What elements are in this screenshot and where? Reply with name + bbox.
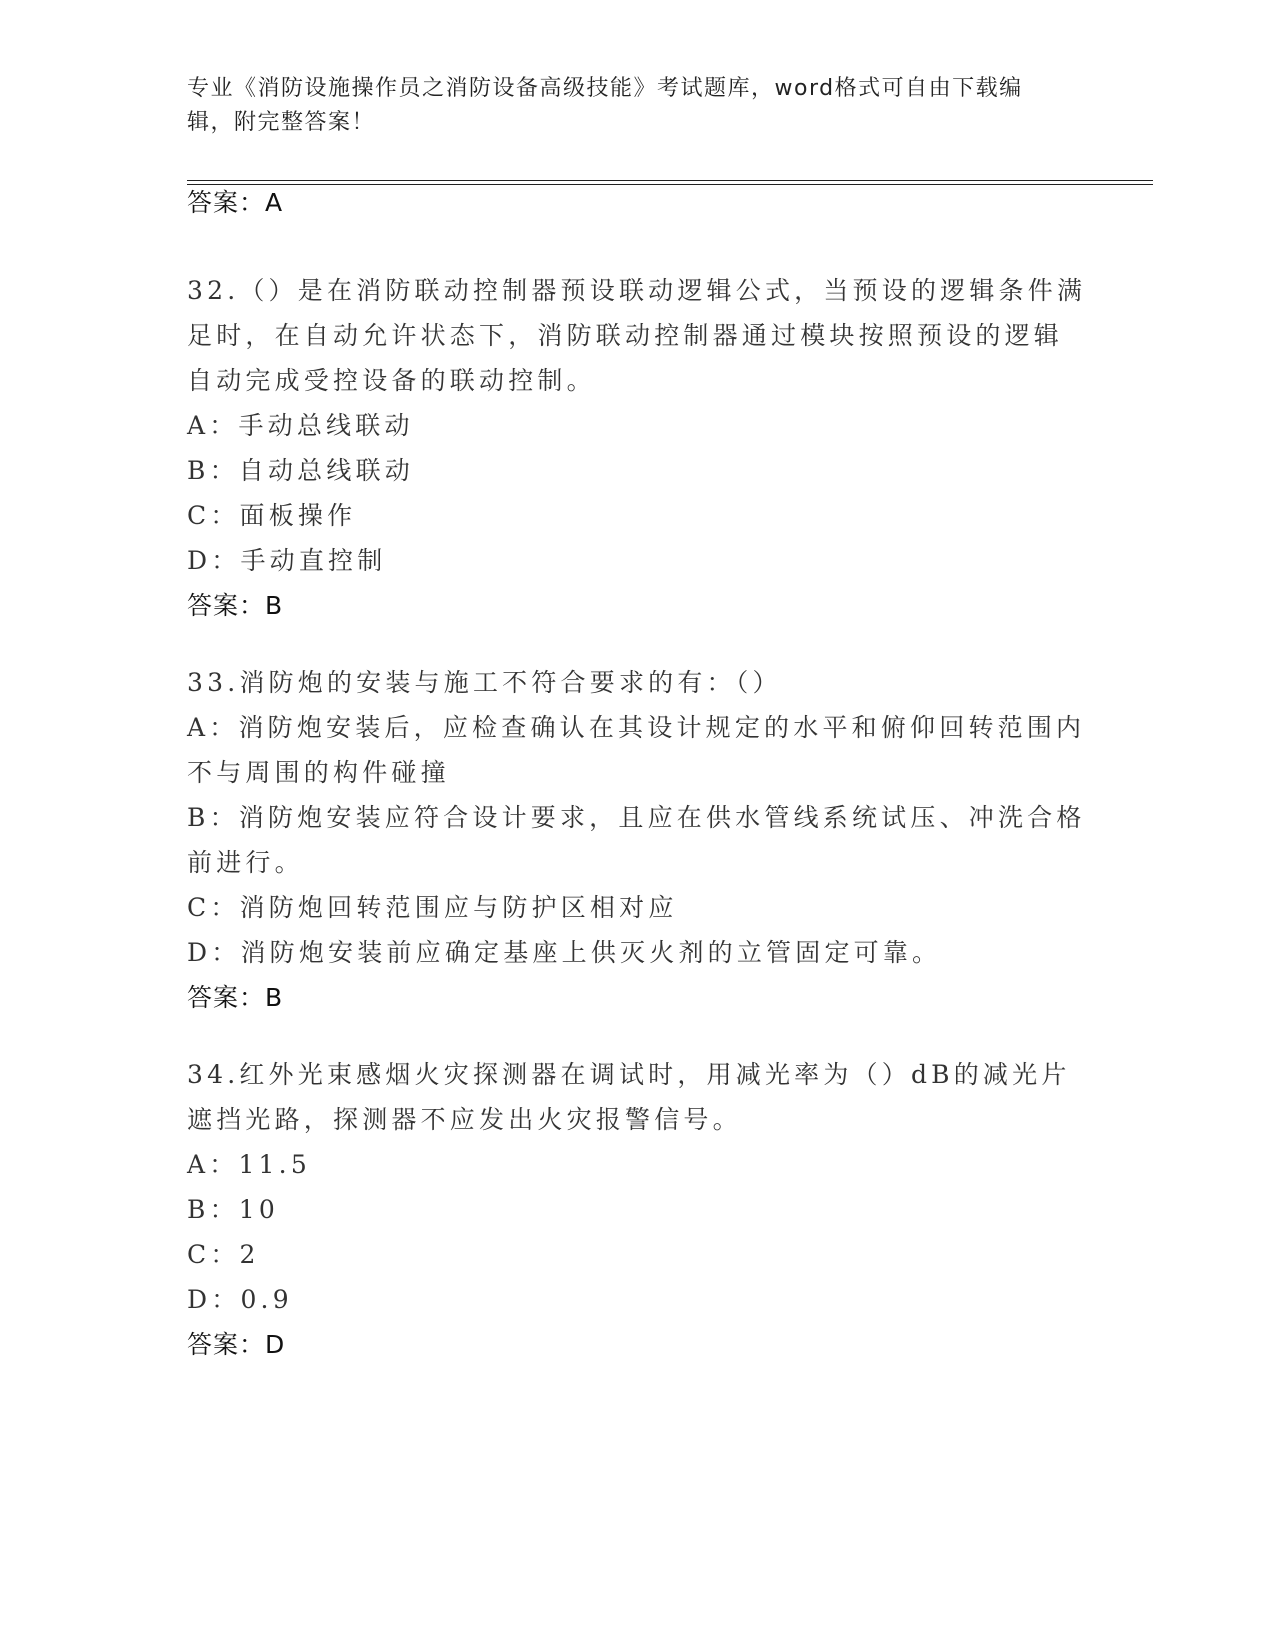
answer-line: 答案：A <box>187 188 284 217</box>
option-a: A：11.5 <box>187 1150 311 1179</box>
answer-line: 答案：B <box>187 983 284 1012</box>
question-stem: 32.（）是在消防联动控制器预设联动逻辑公式，当预设的逻辑条件满足时，在自动允许状态下，消防联动控制器通过模块按照预设的逻辑自动完成受控设备的联动控制。 <box>187 276 1087 395</box>
option-c: C：2 <box>187 1240 260 1269</box>
question-33 <box>187 660 1087 1020</box>
option-d: D：手动直控制 <box>187 546 387 575</box>
question-stem: 34.红外光束感烟火灾探测器在调试时，用减光率为（）dB的减光片遮挡光路，探测器不应发出火灾报警信号。 <box>187 1060 1071 1134</box>
option-c: C：面板操作 <box>187 501 357 530</box>
option-b: B：10 <box>187 1195 279 1224</box>
option-a: A：手动总线联动 <box>187 411 414 440</box>
option-d: D：消防炮安装前应确定基座上供灭火剂的立管固定可靠。 <box>187 938 942 967</box>
question-stem: 33.消防炮的安装与施工不符合要求的有：（） <box>187 668 782 697</box>
option-list <box>187 705 1087 975</box>
option-a: A：消防炮安装后，应检查确认在其设计规定的水平和俯仰回转范围内不与周围的构件碰撞 <box>187 713 1086 787</box>
answer-line: 答案：D <box>187 1330 286 1359</box>
option-c: C：消防炮回转范围应与防护区相对应 <box>187 893 678 922</box>
option-b: B：自动总线联动 <box>187 456 414 485</box>
option-d: D：0.9 <box>187 1285 293 1314</box>
answer-line: 答案：B <box>187 591 284 620</box>
question-32 <box>187 268 1087 628</box>
option-b: B：消防炮安装应符合设计要求，且应在供水管线系统试压、冲洗合格前进行。 <box>187 803 1086 877</box>
option-list <box>187 403 1087 583</box>
question-34 <box>187 1052 1087 1367</box>
option-list <box>187 1142 1087 1322</box>
document-header: 专业《消防设施操作员之消防设备高级技能》考试题库，word格式可自由下载编辑，附完整答案！ <box>187 76 1023 135</box>
previous-answer-block <box>187 180 1087 225</box>
